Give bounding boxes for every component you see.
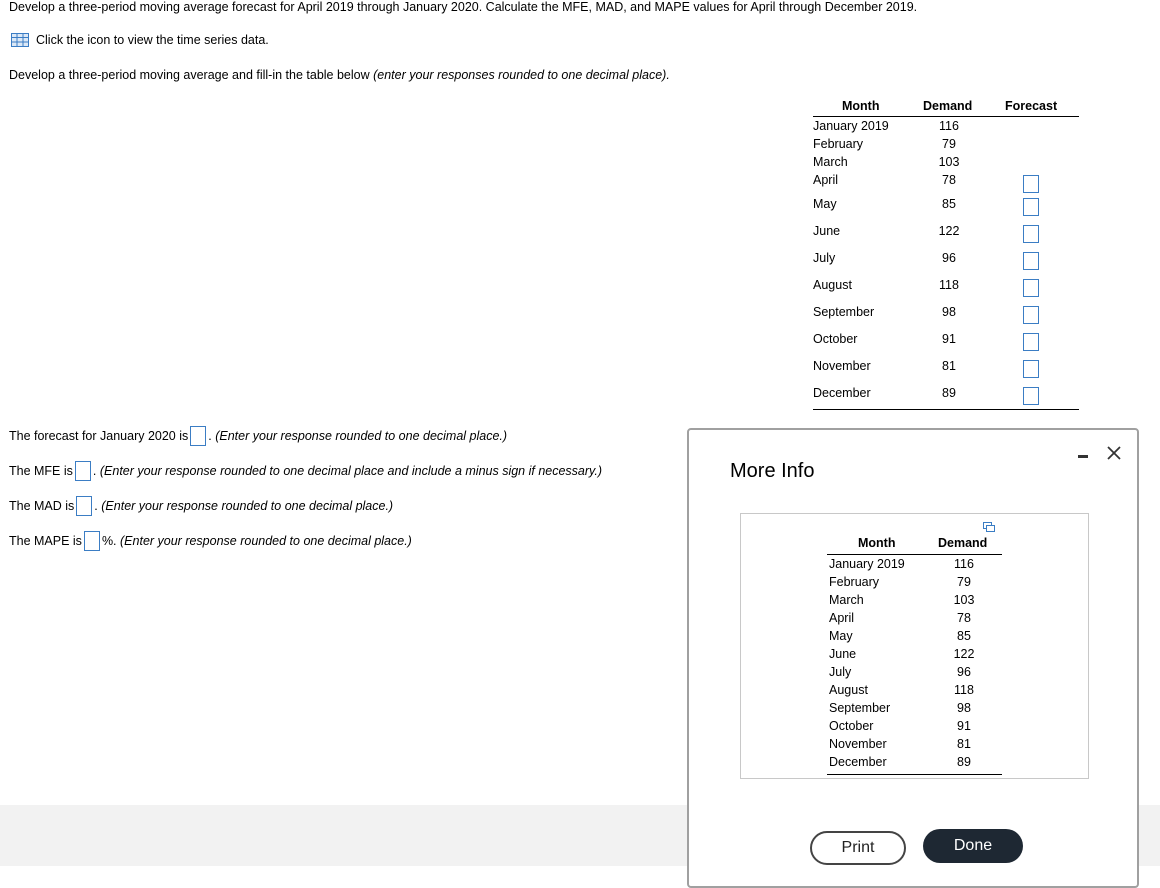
copy-icon[interactable] xyxy=(983,521,995,531)
dialog-header-rule xyxy=(827,554,1002,555)
mad-suffix: . xyxy=(94,499,98,513)
mfe-hint: (Enter your response rounded to one decimal place and include a minus sign if necessary.) xyxy=(99,464,603,478)
table-row xyxy=(827,755,1002,773)
forecast-input-september[interactable] xyxy=(1023,306,1039,324)
mad-line xyxy=(9,496,393,516)
forecast-input-june[interactable] xyxy=(1023,225,1039,243)
row-month: February xyxy=(813,137,864,151)
table-bottom-rule xyxy=(813,409,1079,410)
question-prompt: Develop a three-period moving average forecast for April 2019 through January 2020. Calculate the MFE, MAD, and MAPE values for April through December 2019. xyxy=(9,0,918,14)
table-row xyxy=(813,332,1079,350)
row-demand: 118 xyxy=(954,683,974,697)
row-month: November xyxy=(813,359,871,373)
row-demand: 85 xyxy=(957,629,971,643)
forecast-jan-suffix: . xyxy=(208,429,212,443)
row-demand: 81 xyxy=(957,737,971,751)
mad-hint: (Enter your response rounded to one decimal place.) xyxy=(101,499,394,513)
mape-input[interactable] xyxy=(84,531,100,551)
row-demand: 103 xyxy=(953,593,975,607)
table-row xyxy=(827,737,1002,755)
row-month: May xyxy=(829,629,853,643)
mfe-suffix: . xyxy=(92,464,97,478)
row-month: December xyxy=(829,755,887,769)
row-demand: 116 xyxy=(954,557,974,571)
mape-label: The MAPE is xyxy=(9,534,82,548)
mape-line xyxy=(9,531,412,551)
row-month: June xyxy=(813,224,841,238)
mape-suffix: %. xyxy=(101,534,117,548)
forecast-jan-input[interactable] xyxy=(190,426,206,446)
view-data-link-text: Click the icon to view the time series data. xyxy=(36,33,269,47)
table-row xyxy=(827,665,1002,683)
row-month: December xyxy=(813,386,871,400)
row-month: January 2019 xyxy=(829,557,905,571)
row-demand: 91 xyxy=(957,719,971,733)
row-month: February xyxy=(829,575,880,589)
done-button[interactable]: Done xyxy=(923,829,1023,863)
row-demand: 78 xyxy=(942,173,956,187)
row-month: September xyxy=(829,701,891,715)
table-row xyxy=(813,386,1079,404)
row-demand: 96 xyxy=(942,251,956,265)
row-demand: 79 xyxy=(957,575,971,589)
mfe-input[interactable] xyxy=(75,461,91,481)
mape-hint: (Enter your response rounded to one decimal place.) xyxy=(120,534,412,548)
row-demand: 79 xyxy=(942,137,956,151)
forecast-jan-line xyxy=(9,426,507,446)
row-demand: 96 xyxy=(957,665,971,679)
row-demand: 116 xyxy=(939,119,959,133)
table-row xyxy=(813,197,1079,215)
forecast-input-august[interactable] xyxy=(1023,279,1039,297)
forecast-input-april[interactable] xyxy=(1023,175,1039,193)
row-demand: 85 xyxy=(942,197,956,211)
row-month: October xyxy=(813,332,858,346)
row-month: July xyxy=(829,665,852,679)
data-panel xyxy=(740,513,1089,779)
row-demand: 122 xyxy=(953,647,975,661)
header-month: Month xyxy=(842,99,880,113)
dialog-header-month: Month xyxy=(858,536,896,550)
instruction-hint: (enter your responses rounded to one decimal place). xyxy=(373,68,670,82)
mfe-label: The MFE is xyxy=(9,464,73,478)
row-demand: 98 xyxy=(957,701,971,715)
row-month: March xyxy=(829,593,864,607)
forecast-input-december[interactable] xyxy=(1023,387,1039,405)
table-row xyxy=(813,119,1079,137)
row-month: October xyxy=(829,719,874,733)
row-demand: 118 xyxy=(939,278,959,292)
table-row xyxy=(827,701,1002,719)
row-month: January 2019 xyxy=(813,119,889,133)
table-row xyxy=(813,359,1079,377)
table-row xyxy=(827,575,1002,593)
row-month: August xyxy=(813,278,852,292)
table-row xyxy=(827,683,1002,701)
table-row xyxy=(813,155,1079,173)
more-info-dialog xyxy=(687,428,1139,888)
table-row xyxy=(827,647,1002,665)
table-row xyxy=(813,305,1079,323)
forecast-input-july[interactable] xyxy=(1023,252,1039,270)
forecast-jan-label: The forecast for January 2020 is xyxy=(9,429,189,443)
table-row xyxy=(813,137,1079,155)
table-icon[interactable] xyxy=(11,33,29,47)
row-demand: 78 xyxy=(957,611,971,625)
forecast-jan-hint: (Enter your response rounded to one decimal place.) xyxy=(215,429,508,443)
row-month: September xyxy=(813,305,875,319)
row-month: November xyxy=(829,737,887,751)
table-row xyxy=(813,224,1079,242)
row-demand: 89 xyxy=(942,386,956,400)
table-row xyxy=(827,629,1002,647)
table-row xyxy=(827,611,1002,629)
header-rule xyxy=(813,116,1079,117)
row-month: June xyxy=(829,647,857,661)
row-demand: 122 xyxy=(938,224,960,238)
row-demand: 103 xyxy=(938,155,960,169)
table-row xyxy=(813,278,1079,296)
header-forecast: Forecast xyxy=(1005,99,1058,113)
table-row xyxy=(813,251,1079,269)
row-demand: 81 xyxy=(942,359,956,373)
table-row xyxy=(827,593,1002,611)
row-month: May xyxy=(813,197,837,211)
instruction xyxy=(9,68,670,82)
dialog-table-bottom-rule xyxy=(827,774,1002,775)
dialog-title: More Info xyxy=(730,460,815,482)
table-row xyxy=(827,557,1002,575)
forecast-input-october[interactable] xyxy=(1023,333,1039,351)
mad-input[interactable] xyxy=(76,496,92,516)
row-demand: 89 xyxy=(957,755,971,769)
dialog-header-demand: Demand xyxy=(938,536,988,550)
row-month: March xyxy=(813,155,848,169)
close-icon[interactable] xyxy=(1105,444,1123,462)
view-data-link[interactable] xyxy=(11,33,269,47)
print-button[interactable]: Print xyxy=(810,831,906,865)
row-month: July xyxy=(813,251,836,265)
instruction-main: Develop a three-period moving average and fill-in the table below xyxy=(9,68,374,82)
forecast-input-may[interactable] xyxy=(1023,198,1039,216)
row-month: April xyxy=(829,611,855,625)
row-month: April xyxy=(813,173,839,187)
row-month: August xyxy=(829,683,868,697)
table-header xyxy=(813,98,1079,116)
row-demand: 91 xyxy=(942,332,956,346)
mad-label: The MAD is xyxy=(9,499,75,513)
header-demand: Demand xyxy=(923,99,973,113)
table-row xyxy=(813,173,1079,191)
minimize-icon[interactable] xyxy=(1078,455,1088,458)
row-demand: 98 xyxy=(942,305,956,319)
forecast-input-november[interactable] xyxy=(1023,360,1039,378)
table-row xyxy=(827,719,1002,737)
mfe-line xyxy=(9,461,602,481)
